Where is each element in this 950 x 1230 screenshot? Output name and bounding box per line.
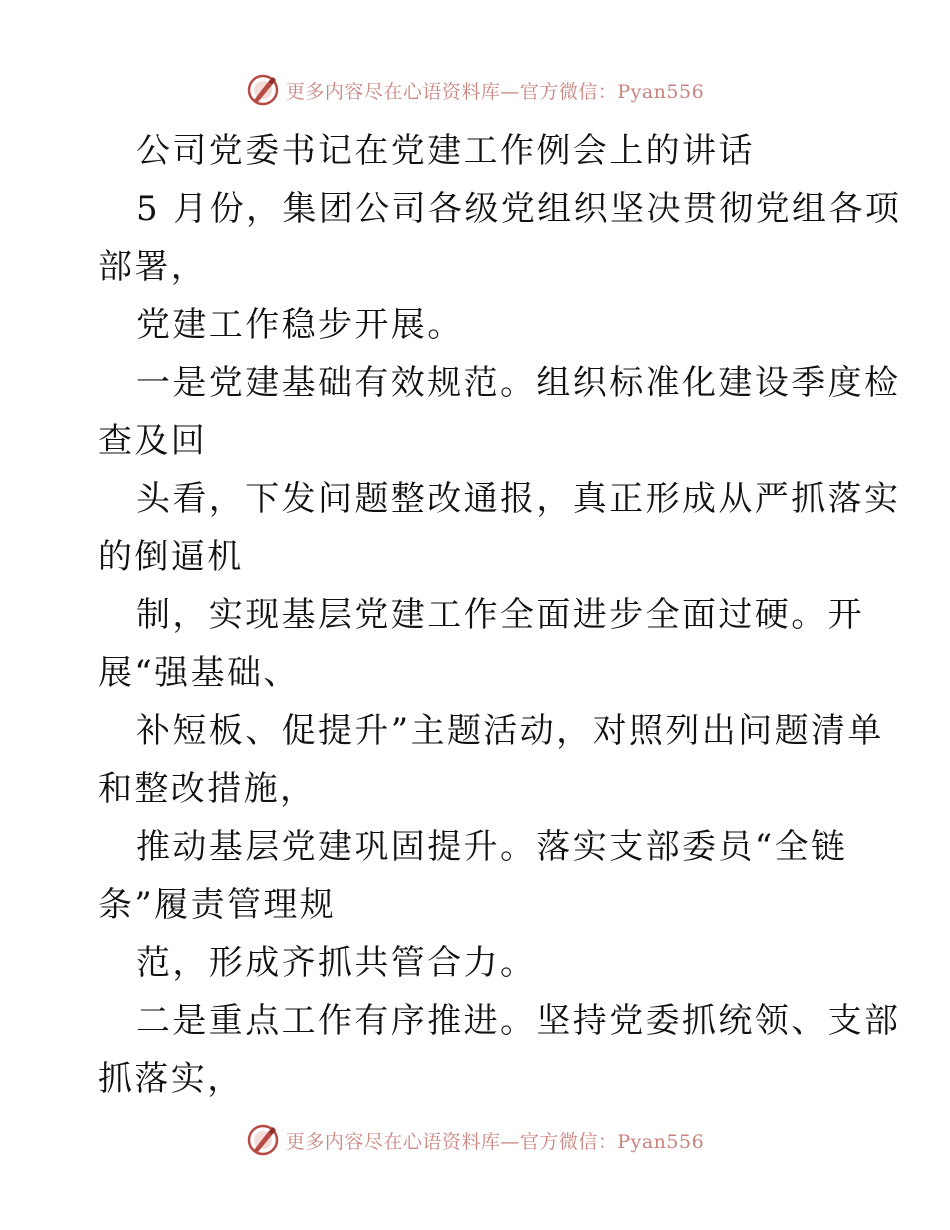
paragraph-line: 制，实现基层党建工作全面进步全面过硬。开	[136, 595, 864, 635]
paragraph-line: 范，形成齐抓共管合力。	[136, 943, 537, 983]
paragraph-line: 抓落实，	[98, 1059, 244, 1099]
paragraph-line: 和整改措施，	[98, 769, 317, 809]
paragraph-line: 公司党委书记在党建工作例会上的讲话	[136, 131, 755, 171]
paragraph-line: 一是党建基础有效规范。组织标准化建设季度检	[136, 363, 901, 403]
paragraph-line: 查及回	[98, 421, 208, 461]
paragraph-line: 党建工作稳步开展。	[136, 305, 464, 345]
footer-watermark	[0, 1120, 950, 1160]
header-watermark-content	[246, 73, 704, 107]
paragraph-line: 推动基层党建巩固提升。落实支部委员“全链	[136, 827, 848, 867]
paragraph-line: 二是重点工作有序推进。坚持党委抓统领、支部	[136, 1001, 901, 1041]
paragraph-line: 头看，下发问题整改通报，真正形成从严抓落实	[136, 479, 901, 519]
paragraph-line: 补短板、促提升”主题活动，对照列出问题清单	[136, 711, 884, 751]
pen-logo-icon	[246, 1123, 280, 1157]
paragraph-line: 的倒逼机	[98, 537, 244, 577]
footer-watermark-text: 更多内容尽在心语资料库—官方微信：Pyan556	[285, 1130, 705, 1153]
header-watermark	[0, 70, 950, 110]
paragraph-line: 条”履责管理规	[98, 885, 337, 925]
paragraph-line: 展“强基础、	[98, 653, 300, 693]
document-body	[98, 122, 902, 1108]
header-watermark-text: 更多内容尽在心语资料库—官方微信：Pyan556	[285, 80, 705, 103]
pen-logo-icon	[246, 73, 280, 107]
footer-watermark-content	[246, 1123, 704, 1157]
paragraph-line: 部署，	[98, 247, 208, 287]
paragraph-line: 5 月份，集团公司各级党组织坚决贯彻党组各项	[136, 189, 902, 229]
